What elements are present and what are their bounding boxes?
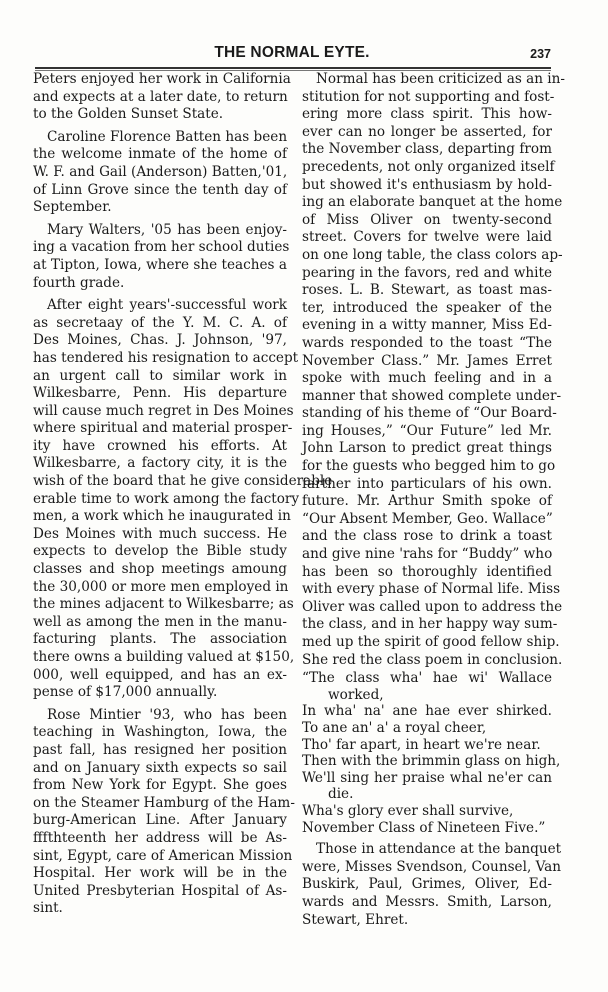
text-line: Des Moines with much success. He xyxy=(33,525,287,542)
text-line: ing a vacation from her school duties xyxy=(33,239,290,256)
class-poem xyxy=(302,670,561,836)
publication-title: THE NORMAL EYTE. xyxy=(214,44,370,61)
poem-line: We'll sing her praise whal ne'er can xyxy=(302,769,552,786)
page-header xyxy=(33,44,551,64)
poem-line: November Class of Nineteen Five.” xyxy=(302,819,546,836)
poem-line: worked, xyxy=(328,686,384,703)
text-line: an urgent call to similar work in xyxy=(33,367,287,384)
text-line: the 30,000 or more men employed in xyxy=(33,578,289,595)
text-line: standing of his theme of “Our Board- xyxy=(302,405,557,422)
text-line: After eight years'-successful work xyxy=(47,297,287,314)
text-line: the welcome inmate of the home of xyxy=(33,146,287,163)
text-line: and expects at a later date, to return xyxy=(33,88,288,105)
text-line: the November class, departing from xyxy=(302,141,552,158)
paragraph xyxy=(33,706,295,918)
text-line: the class, and in her happy way sum- xyxy=(302,616,558,633)
text-line: erable time to work among the factory xyxy=(33,490,300,507)
text-line: ing an elaborate banquet at the home xyxy=(302,194,563,211)
text-line: were, Misses Svendson, Counsel, Van xyxy=(302,858,562,875)
text-line: ing Houses,” “Our Future” led Mr. xyxy=(302,422,552,439)
text-line: classes and shop meetings amoung xyxy=(33,561,287,578)
text-line: ter, introduced the speaker of the xyxy=(302,299,552,316)
text-line: 000, well equipped, and has an ex- xyxy=(33,666,287,683)
text-line: future. Mr. Arthur Smith spoke of xyxy=(302,493,552,510)
text-line: where spiritual and material prosper- xyxy=(33,420,293,437)
text-line: She red the class poem in conclusion. xyxy=(302,651,563,668)
page-number: 237 xyxy=(530,47,551,61)
text-line: and the class rose to drink a toast xyxy=(302,528,552,545)
poem-line: In wha' na' ane hae ever shirked. xyxy=(302,703,552,720)
text-line: farther into particulars of his own. xyxy=(302,475,552,492)
text-line: September. xyxy=(33,199,112,216)
text-line: Wilkesbarre, Penn. His departure xyxy=(33,385,287,402)
text-line: wards and Messrs. Smith, Larson, xyxy=(302,893,552,910)
text-line: pearing in the favors, red and white xyxy=(302,264,552,281)
right-column xyxy=(302,71,566,929)
text-line: fourth grade. xyxy=(33,274,125,291)
text-line: Peters enjoyed her work in California xyxy=(33,71,291,87)
poem-line: die. xyxy=(328,786,354,803)
text-line: with every phase of Normal life. Miss xyxy=(302,581,561,598)
text-line: Oliver was called upon to address the xyxy=(302,598,563,615)
text-line: ever can no longer be asserted, for xyxy=(302,123,552,140)
text-line: from New York for Egypt. She goes xyxy=(33,777,287,794)
text-line: manner that showed complete under- xyxy=(302,387,562,404)
text-line: and on January sixth expects so sail xyxy=(33,759,287,776)
paragraph xyxy=(33,297,333,702)
text-line: will cause much regret in Des Moines xyxy=(33,402,294,419)
text-line: the mines adjacent to Wilkesbarre; as xyxy=(33,596,294,613)
text-line: on one long table, the class colors ap- xyxy=(302,246,563,263)
paragraph xyxy=(33,221,290,292)
text-line: “Our Absent Member, Geo. Wallace” xyxy=(302,510,553,527)
text-line: ering more class spirit. This how- xyxy=(302,106,552,123)
text-line: November Class.” Mr. James Erret xyxy=(302,352,552,369)
text-line: on the Steamer Hamburg of the Ham- xyxy=(33,794,295,811)
text-line: Wilkesbarre, a factory city, it is the xyxy=(33,455,287,472)
text-line: Stewart, Ehret. xyxy=(302,911,409,928)
text-line: and give nine 'rahs for “Buddy” who xyxy=(302,546,553,563)
text-line: at Tipton, Iowa, where she teaches a xyxy=(33,256,287,273)
text-line: but showed it's enthusiasm by hold- xyxy=(302,176,552,193)
text-line: for the guests who begged him to go xyxy=(302,458,556,475)
text-line: well as among the men in the manu- xyxy=(33,613,287,630)
paragraph xyxy=(302,841,562,929)
text-line: wards responded to the toast “The xyxy=(302,334,552,351)
text-line: wish of the board that he give considerable xyxy=(33,473,333,490)
text-line: evening in a witty manner, Miss Ed- xyxy=(302,317,552,334)
text-line: to the Golden Sunset State. xyxy=(33,106,224,123)
text-line: burg-American Line. After January xyxy=(33,812,287,829)
poem-line: Then with the brimmin glass on high, xyxy=(302,753,561,770)
paragraph xyxy=(302,71,566,669)
text-line: roses. L. B. Stewart, as toast mas- xyxy=(302,282,552,299)
text-line: of Linn Grove since the tenth day of xyxy=(33,181,287,198)
paragraph xyxy=(33,71,291,124)
poem-line: Wha's glory ever shall survive, xyxy=(302,802,514,819)
text-line: there owns a building valued at $150, xyxy=(33,649,295,665)
poem-line: To ane an' a' a royal cheer, xyxy=(302,719,487,736)
text-line: pense of $17,000 annually. xyxy=(33,684,218,701)
text-line: of Miss Oliver on twenty-second xyxy=(302,211,552,228)
text-line: as secretaay of the Y. M. C. A. of xyxy=(33,314,287,331)
text-line: has tendered his resignation to accept xyxy=(33,349,299,366)
text-line: Mary Walters, '05 has been enjoy- xyxy=(47,221,287,238)
text-line: John Larson to predict great things xyxy=(302,440,552,457)
text-line: facturing plants. The association xyxy=(33,631,287,648)
text-line: med up the spirit of good fellow ship. xyxy=(302,634,560,650)
text-line: stitution for not supporting and fost- xyxy=(302,88,555,105)
text-line: Caroline Florence Batten has been xyxy=(47,128,288,145)
text-line: Hospital. Her work will be in the xyxy=(33,865,287,882)
text-line: fffthteenth her address will be As- xyxy=(33,829,287,846)
poem-line: Tho' far apart, in heart we're near. xyxy=(302,736,541,753)
text-line: Normal has been criticized as an in- xyxy=(316,71,566,87)
left-column xyxy=(33,71,333,918)
text-line: United Presbyterian Hospital of As- xyxy=(33,882,287,899)
text-line: past fall, has resigned her position xyxy=(33,741,287,758)
text-line: precedents, not only organized itself xyxy=(302,158,555,175)
text-line: men, a work which he inaugurated in xyxy=(33,508,291,525)
text-line: sint. xyxy=(33,900,63,917)
text-line: street. Covers for twelve were laid xyxy=(302,229,552,246)
text-line: sint, Egypt, care of American Mission xyxy=(33,847,293,864)
text-line: has been so thoroughly identified xyxy=(302,563,552,580)
text-line: W. F. and Gail (Anderson) Batten,'01, xyxy=(33,163,288,180)
text-line: Rose Mintier '93, who has been xyxy=(47,706,287,723)
text-line: Buskirk, Paul, Grimes, Oliver, Ed- xyxy=(302,876,552,893)
text-line: spoke with much feeling and in a xyxy=(302,370,552,387)
text-line: teaching in Washington, Iowa, the xyxy=(33,724,287,741)
paragraph xyxy=(33,129,287,217)
text-line: ity have crowned his efforts. At xyxy=(33,437,287,454)
text-line: Those in attendance at the banquet xyxy=(316,841,562,858)
text-line: Des Moines, Chas. J. Johnson, '97, xyxy=(33,332,287,349)
poem-line: “The class wha' hae wi' Wallace xyxy=(302,670,552,687)
text-line: expects to develop the Bible study xyxy=(33,543,287,560)
